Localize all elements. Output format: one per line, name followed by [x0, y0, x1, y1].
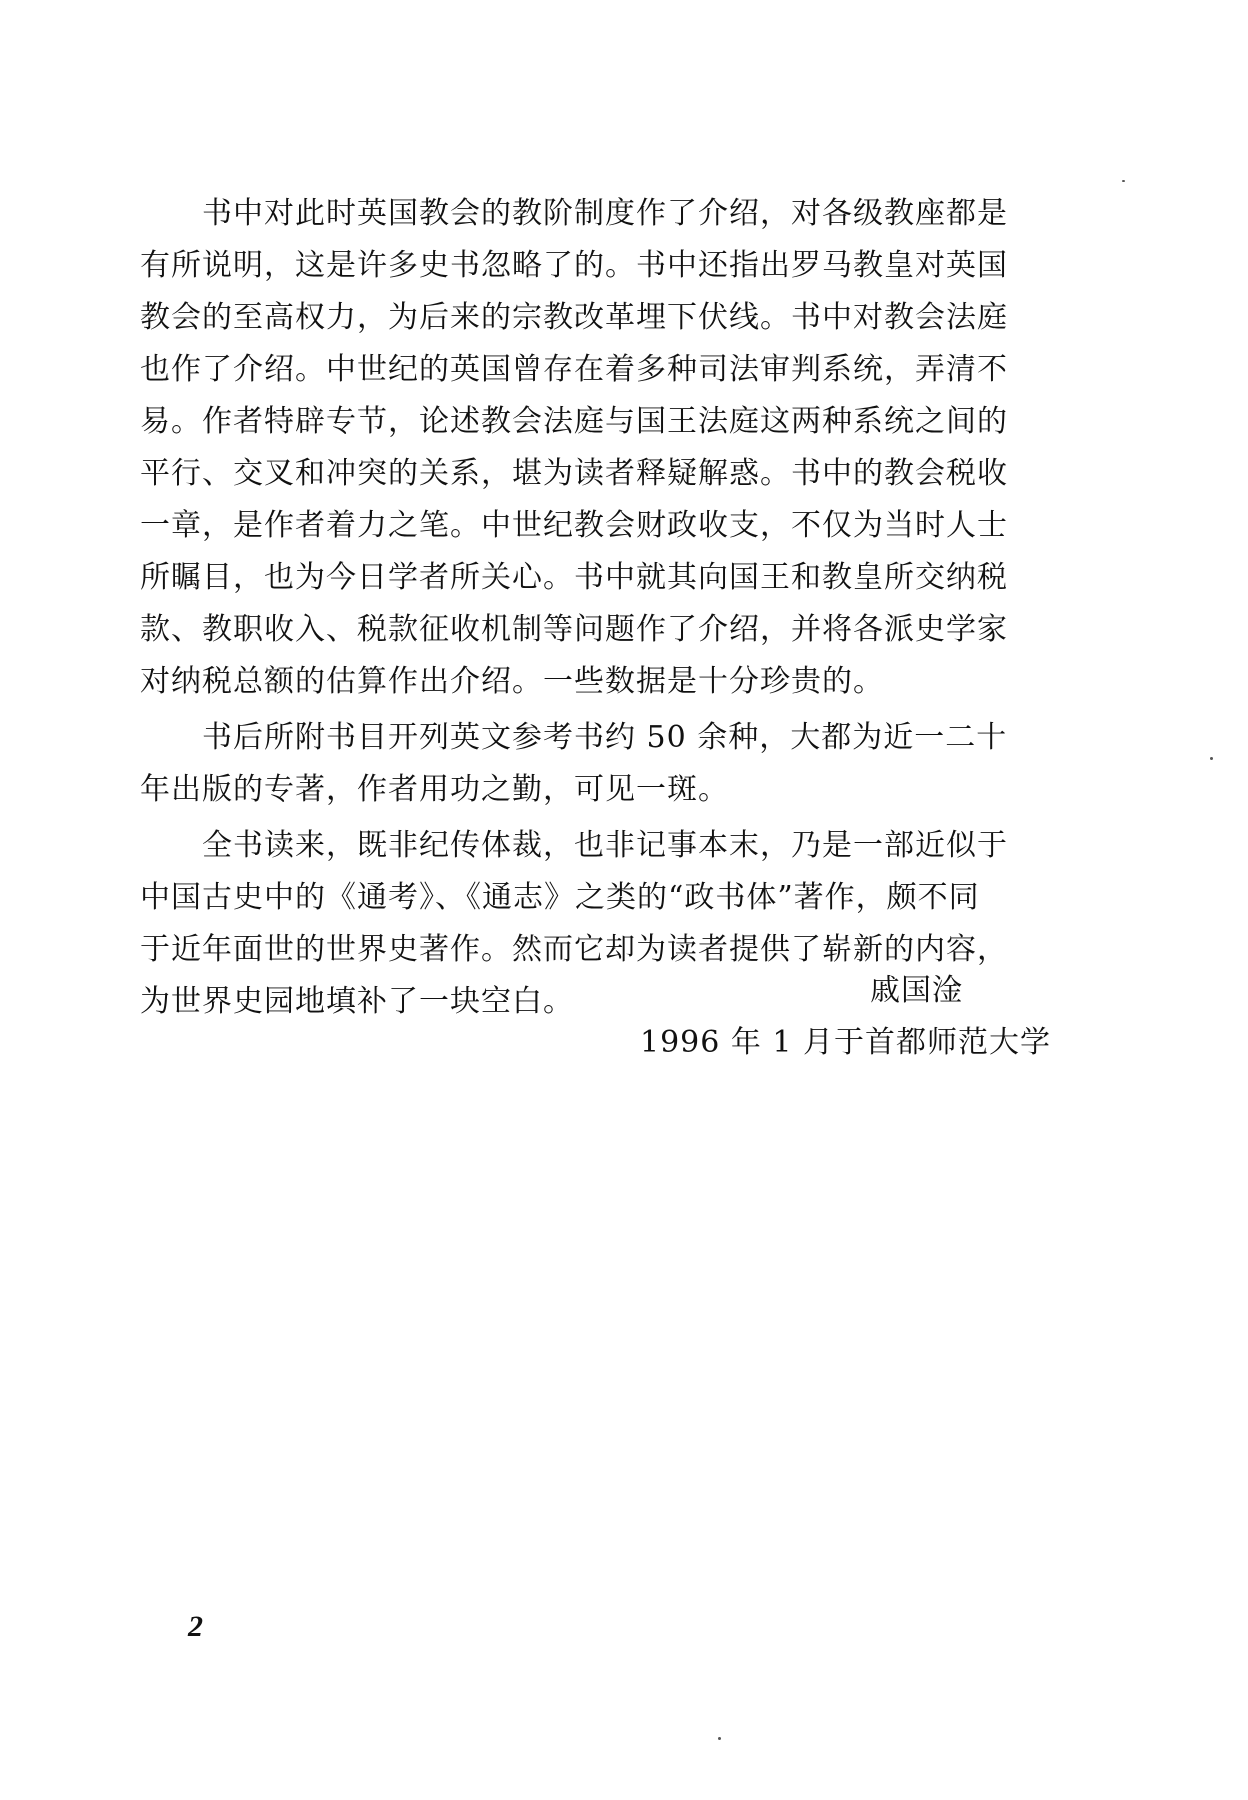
author-name: 戚国淦	[870, 973, 963, 1008]
paragraph-2	[140, 712, 1075, 816]
text-line: 有所说明，这是许多史书忽略了的。书中还指出罗马教皇对英国	[140, 248, 1008, 283]
text-line: 于近年面世的世界史著作。然而它却为读者提供了崭新的内容，	[140, 932, 1008, 967]
scan-speck	[1122, 180, 1125, 182]
text-line: 中国古史中的《通考》、《通志》之类的“政书体”著作，颇不同	[140, 880, 980, 915]
text-line: 所瞩目，也为今日学者所关心。书中就其向国王和教皇所交纳税	[140, 560, 1008, 595]
paragraph-1	[140, 188, 1075, 708]
text-line: 对纳税总额的估算作出介绍。一些数据是十分珍贵的。	[140, 664, 884, 699]
text-line: 一章，是作者着力之笔。中世纪教会财政收支，不仅为当时人士	[140, 508, 1008, 543]
text-line: 年出版的专著，作者用功之勤，可见一斑。	[140, 772, 729, 807]
text-line: 全书读来，既非纪传体裁，也非记事本末，乃是一部近似于	[202, 828, 1008, 863]
text-line: 易。作者特辟专节，论述教会法庭与国王法庭这两种系统之间的	[140, 404, 1008, 439]
date-place: 1996 年 1 月于首都师范大学	[640, 1025, 1052, 1060]
text-line: 款、教职收入、税款征收机制等问题作了介绍，并将各派史学家	[140, 612, 1008, 647]
text-line: 教会的至高权力，为后来的宗教改革埋下伏线。书中对教会法庭	[140, 300, 1008, 335]
scan-speck	[718, 1737, 721, 1740]
text-line: 平行、交叉和冲突的关系，堪为读者释疑解惑。书中的教会税收	[140, 456, 1008, 491]
body-text	[140, 188, 1075, 1028]
text-line: 也作了介绍。中世纪的英国曾存在着多种司法审判系统，弄清不	[140, 352, 1008, 387]
text-line: 书中对此时英国教会的教阶制度作了介绍，对各级教座都是	[202, 196, 1008, 231]
scan-speck	[1210, 757, 1213, 760]
signature-block	[640, 965, 1080, 1069]
text-line: 书后所附书目开列英文参考书约 50 余种，大都为近一二十	[202, 720, 1008, 755]
text-line: 为世界史园地填补了一块空白。	[140, 984, 574, 1019]
page-number: 2	[188, 1610, 203, 1643]
